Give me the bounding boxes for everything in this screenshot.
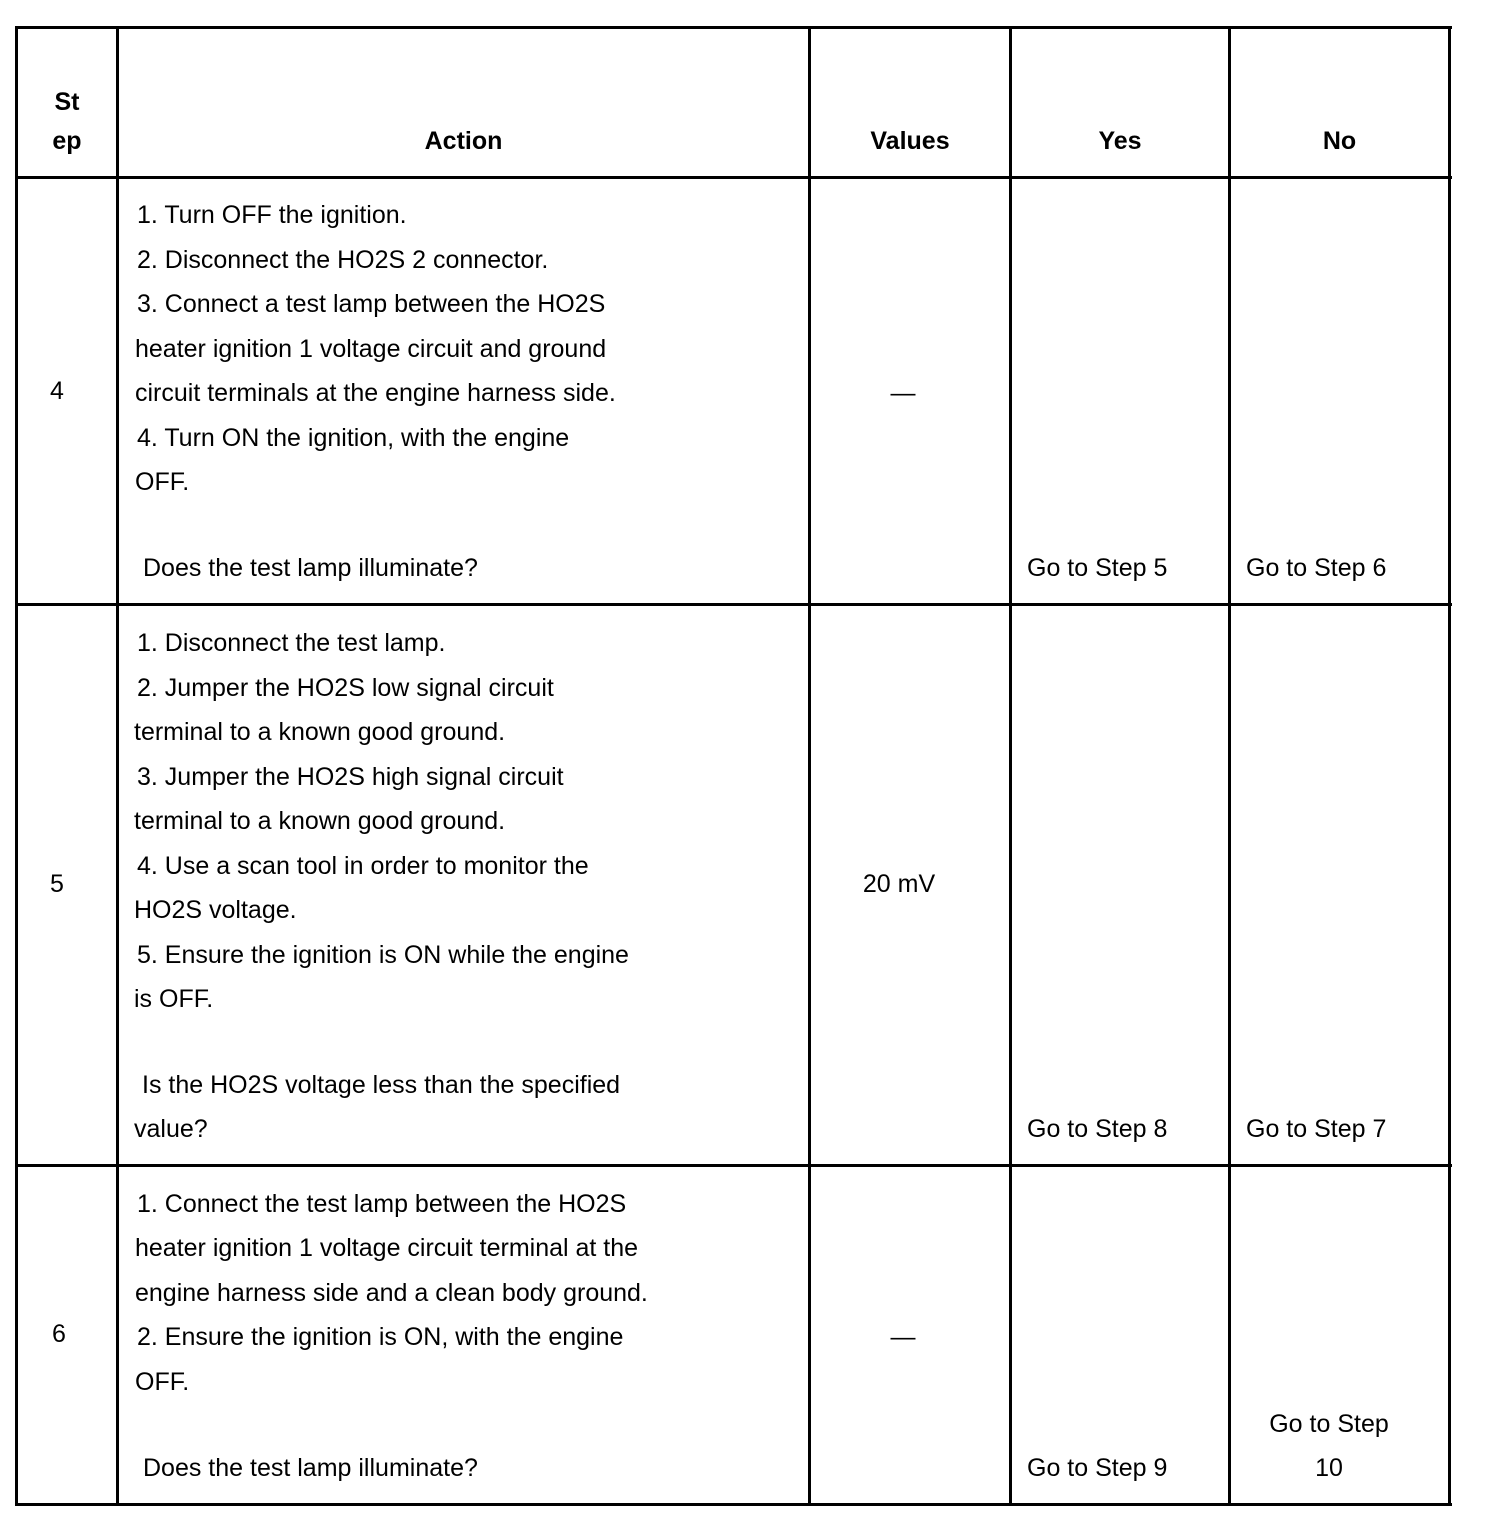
grid-vline-3: [1009, 26, 1012, 1506]
action-line: OFF.: [135, 468, 190, 496]
action-line: HO2S voltage.: [134, 896, 297, 924]
header-action: Action: [424, 127, 503, 155]
grid-hline-header: [15, 176, 1452, 179]
action-line: terminal to a known good ground.: [134, 807, 506, 835]
header-step-line1: St: [54, 88, 80, 116]
grid-hline-row4: [15, 603, 1452, 606]
action-line: is OFF.: [134, 985, 214, 1013]
action-line: 1. Connect the test lamp between the HO2S: [137, 1190, 627, 1218]
step-number: 6: [52, 1320, 66, 1348]
question-line: Does the test lamp illuminate?: [143, 554, 478, 582]
step-number: 4: [50, 377, 64, 405]
value-cell: —: [890, 379, 916, 407]
grid-hline-bottom: [15, 1503, 1452, 1506]
action-line: 2. Ensure the ignition is ON, with the engine: [137, 1323, 624, 1351]
action-line: 4. Turn ON the ignition, with the engine: [137, 424, 570, 452]
question-line: value?: [134, 1115, 208, 1143]
action-line: OFF.: [135, 1368, 190, 1396]
grid-hline-top: [15, 26, 1452, 29]
action-line: 2. Jumper the HO2S low signal circuit: [137, 674, 554, 702]
action-line: heater ignition 1 voltage circuit terminal at the: [135, 1234, 639, 1262]
header-yes: Yes: [1098, 127, 1142, 155]
question-line: Is the HO2S voltage less than the specified: [142, 1071, 621, 1099]
grid-vline-4: [1228, 26, 1231, 1506]
action-line: heater ignition 1 voltage circuit and ground: [135, 335, 607, 363]
action-line: 3. Jumper the HO2S high signal circuit: [137, 763, 564, 791]
grid-vline-1: [116, 26, 119, 1506]
grid-vline-5: [1448, 26, 1451, 1506]
step-number: 5: [50, 870, 64, 898]
action-line: 2. Disconnect the HO2S 2 connector.: [137, 246, 549, 274]
header-no: No: [1322, 127, 1357, 155]
no-cell: Go to Step 7: [1246, 1115, 1387, 1143]
yes-cell: Go to Step 8: [1027, 1115, 1168, 1143]
action-line: engine harness side and a clean body ground.: [135, 1279, 648, 1307]
yes-cell: Go to Step 5: [1027, 554, 1168, 582]
action-line: terminal to a known good ground.: [134, 718, 506, 746]
header-values: Values: [870, 127, 950, 155]
action-line: 4. Use a scan tool in order to monitor the: [137, 852, 589, 880]
grid-hline-row5: [15, 1164, 1452, 1167]
action-line: 1. Turn OFF the ignition.: [137, 201, 407, 229]
no-cell-line1: Go to Step: [1269, 1410, 1389, 1438]
question-line: Does the test lamp illuminate?: [143, 1454, 478, 1482]
header-step-line2: ep: [52, 127, 82, 155]
no-cell: Go to Step 6: [1246, 554, 1387, 582]
yes-cell: Go to Step 9: [1027, 1454, 1168, 1482]
action-line: 3. Connect a test lamp between the HO2S: [137, 290, 606, 318]
value-cell: —: [890, 1323, 916, 1351]
no-cell-line2: 10: [1315, 1454, 1343, 1482]
action-line: 1. Disconnect the test lamp.: [137, 629, 446, 657]
grid-vline-0: [15, 26, 18, 1506]
grid-vline-2: [808, 26, 811, 1506]
action-line: 5. Ensure the ignition is ON while the engine: [137, 941, 629, 969]
value-cell: 20 mV: [862, 870, 936, 898]
action-line: circuit terminals at the engine harness side.: [135, 379, 616, 407]
